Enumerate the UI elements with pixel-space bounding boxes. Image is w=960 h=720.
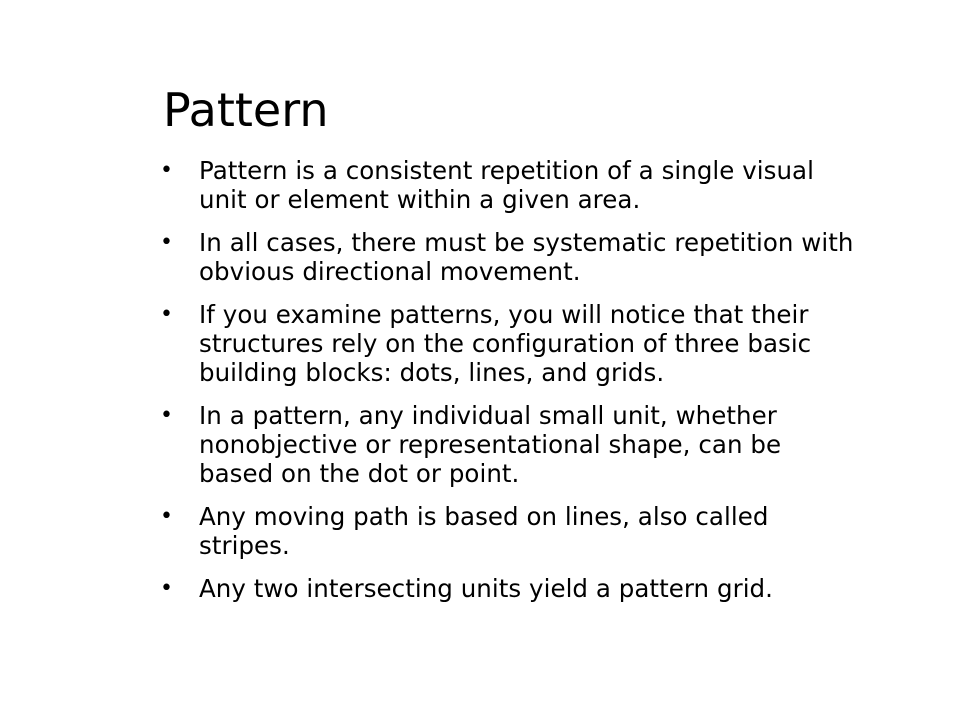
bullet-item xyxy=(160,300,860,387)
bullet-list xyxy=(160,156,860,603)
bullet-text: In all cases, there must be systematic repetition with obvious directional movement. xyxy=(199,228,854,286)
bullet-text: Any two intersecting units yield a pattern grid. xyxy=(199,574,773,603)
bullet-item xyxy=(160,228,860,286)
bullet-text: Pattern is a consistent repetition of a single visual unit or element within a given area. xyxy=(199,156,814,214)
bullet-marker: • xyxy=(160,504,174,529)
bullet-marker: • xyxy=(160,158,174,183)
bullet-item xyxy=(160,401,860,488)
bullet-item xyxy=(160,156,860,214)
bullet-marker: • xyxy=(160,230,174,255)
bullet-marker: • xyxy=(160,403,174,428)
bullet-text: In a pattern, any individual small unit, whether nonobjective or representational shape, can be based on the dot or point. xyxy=(199,401,782,488)
bullet-item xyxy=(160,574,860,603)
slide-title: Pattern xyxy=(163,83,329,137)
bullet-marker: • xyxy=(160,302,174,327)
bullet-marker: • xyxy=(160,576,174,601)
bullet-item xyxy=(160,502,860,560)
bullet-text: Any moving path is based on lines, also called stripes. xyxy=(199,502,769,560)
bullet-text: If you examine patterns, you will notice that their structures rely on the configuration of three basic building blocks: dots, lines, and grids. xyxy=(199,300,812,387)
